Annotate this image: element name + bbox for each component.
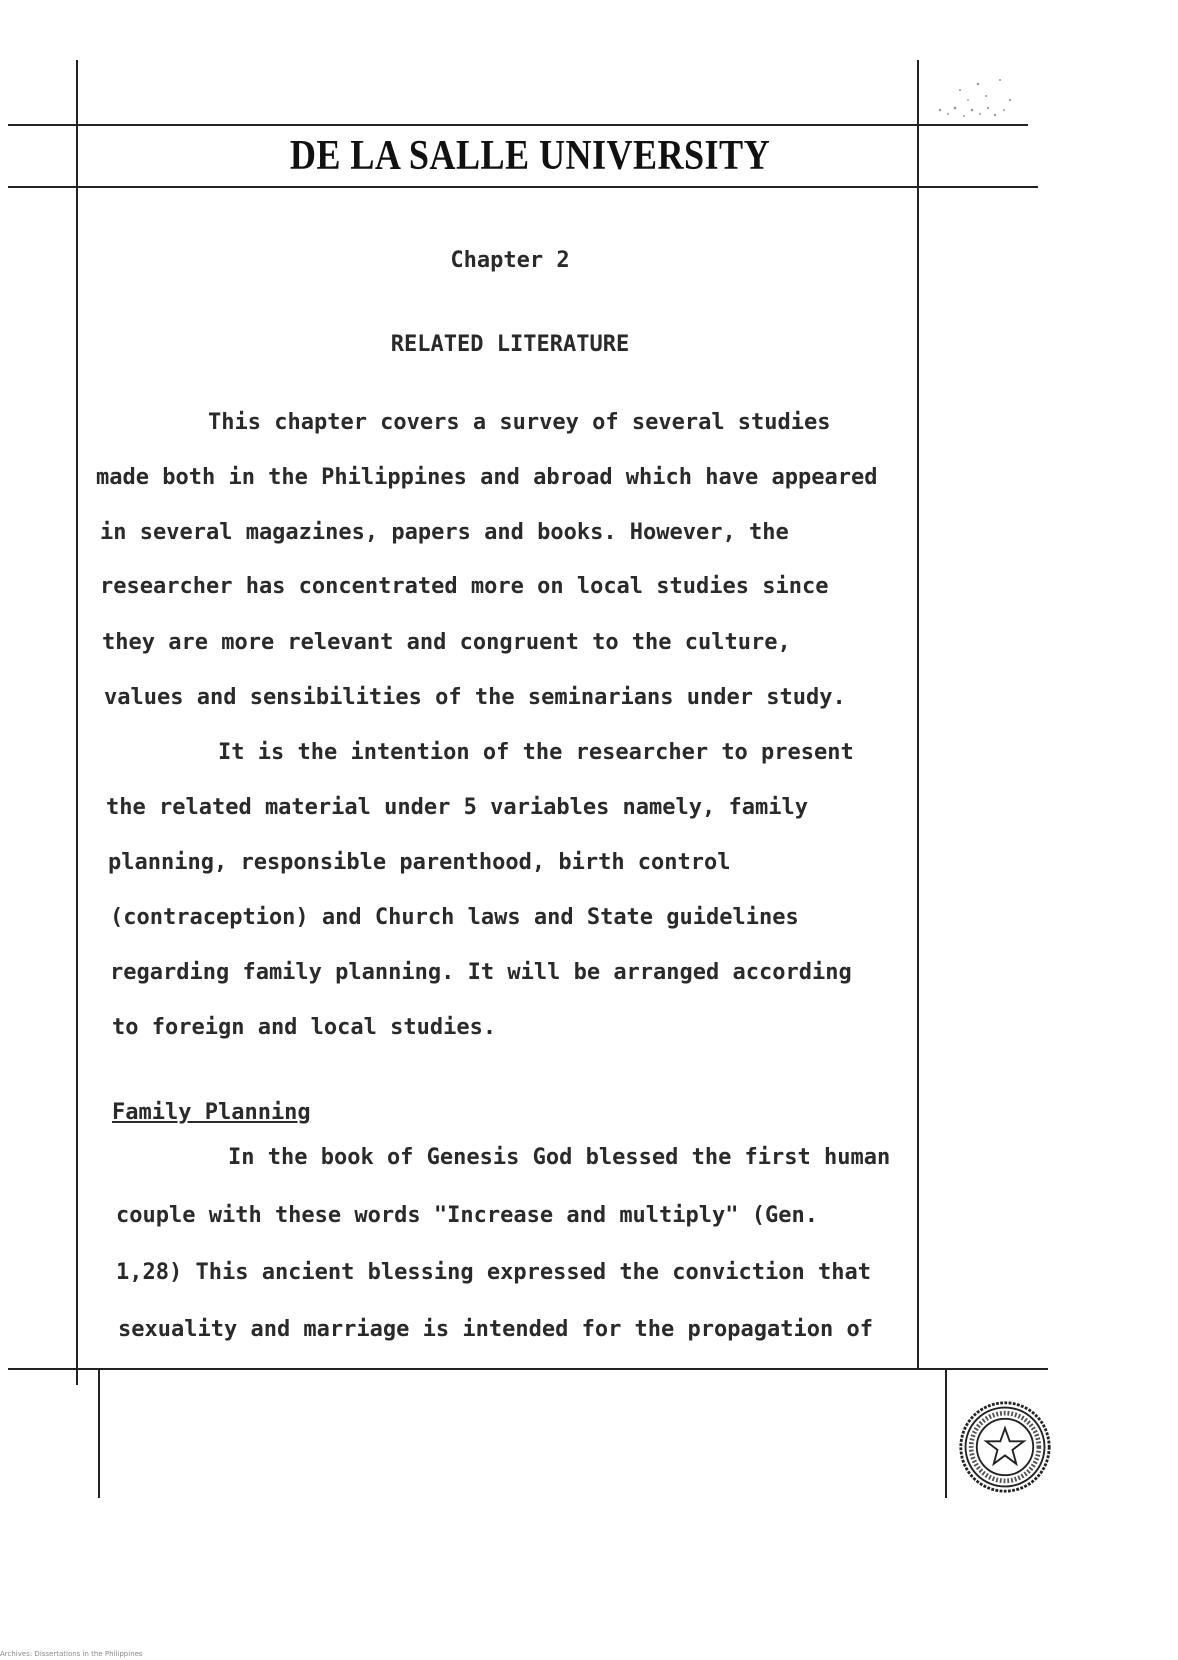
header-top-rule xyxy=(8,124,1028,126)
paragraph-line: regarding family planning. It will be arranged according xyxy=(110,960,852,985)
left-margin-rule xyxy=(76,60,78,1385)
paragraph-line: planning, responsible parenthood, birth control xyxy=(108,850,731,875)
paragraph-line: the related material under 5 variables namely, family xyxy=(106,795,808,820)
paragraph-line: to foreign and local studies. xyxy=(112,1015,497,1040)
paragraph-line: values and sensibilities of the seminarians under study. xyxy=(104,685,846,710)
scan-noise-icon xyxy=(920,70,1020,125)
paragraph-line: they are more relevant and congruent to the culture, xyxy=(102,630,791,655)
university-seal-icon xyxy=(958,1400,1052,1494)
university-name: DE LA SALLE UNIVERSITY xyxy=(289,133,771,179)
chapter-number: Chapter 2 xyxy=(450,248,570,273)
paragraph-line: researcher has concentrated more on local studies since xyxy=(100,574,829,599)
section-line: sexuality and marriage is intended for the propagation of xyxy=(118,1317,873,1342)
paragraph-line: This chapter covers a survey of several studies xyxy=(208,410,831,435)
paragraph-line: It is the intention of the researcher to present xyxy=(218,740,854,765)
section-line: 1,28) This ancient blessing expressed the conviction that xyxy=(116,1260,871,1285)
paragraph-line: (contraception) and Church laws and State guidelines xyxy=(110,905,799,930)
right-margin-rule xyxy=(917,60,919,1370)
right-footer-rule xyxy=(945,1368,947,1498)
scan-footer-caption: Archives: Dissertations in the Philippines xyxy=(0,1650,143,1658)
paragraph-line: made both in the Philippines and abroad which have appeared xyxy=(96,465,878,490)
section-heading: Family Planning xyxy=(112,1100,311,1125)
footer-top-rule xyxy=(8,1368,1048,1370)
chapter-title: RELATED LITERATURE xyxy=(390,332,630,357)
paragraph-line: in several magazines, papers and books. However, the xyxy=(100,520,789,545)
section-line: couple with these words "Increase and multiply" (Gen. xyxy=(116,1203,818,1228)
left-footer-rule xyxy=(98,1368,100,1498)
section-line: In the book of Genesis God blessed the first human xyxy=(228,1145,891,1170)
header-bottom-rule xyxy=(8,186,1038,188)
